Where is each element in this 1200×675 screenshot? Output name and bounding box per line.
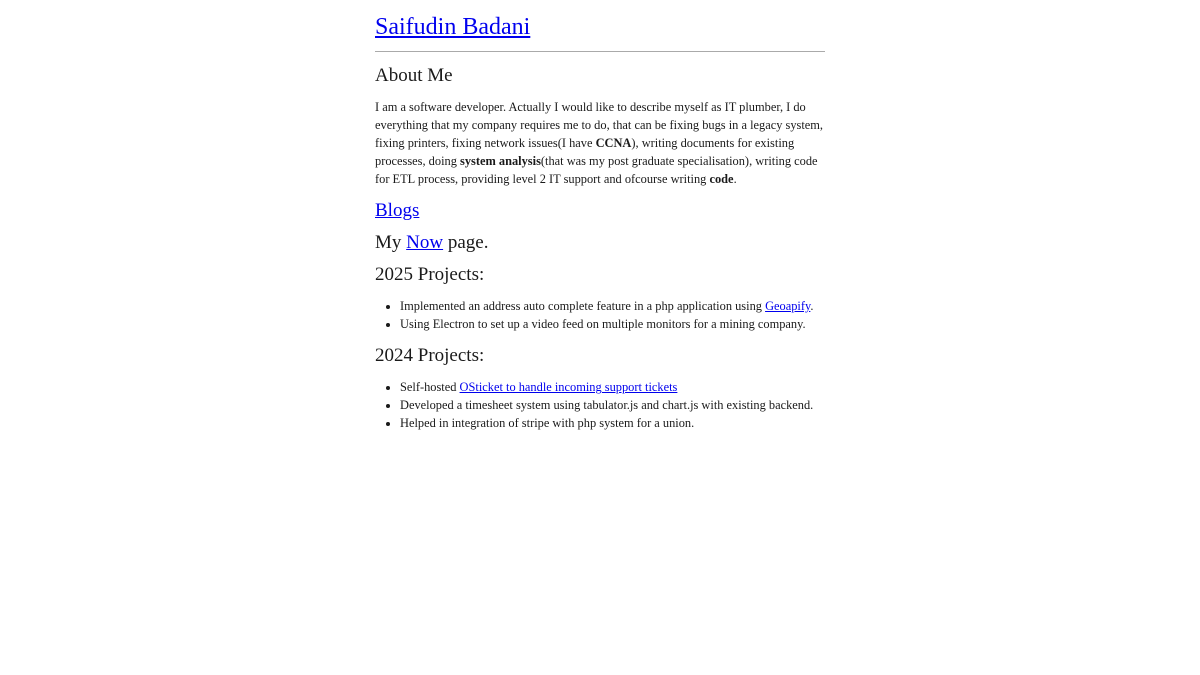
projects-2025-heading: 2025 Projects: [375, 264, 485, 285]
about-paragraph [375, 87, 825, 188]
project-text: Using Electron to set up a video feed on multiple monitors for a mining company. [400, 316, 806, 331]
now-link[interactable]: Now [406, 232, 444, 253]
about-bold-code: code [709, 172, 734, 186]
project-text: Developed a timesheet system using tabulator.js and chart.js with existing backend. [400, 398, 814, 413]
about-text-part1: I am a software developer. Actually I would like to describe myself as IT plumber, I do everything that my company requires me to do, that can be fixing bugs in a legacy system, fixing printers, fixing network issues(I have [375, 100, 824, 150]
list-item [400, 379, 825, 397]
blogs-heading [375, 188, 825, 222]
site-title-link[interactable]: Saifudin Badani [375, 14, 531, 40]
about-text-part3: (that was my post graduate specialisation), writing code for ETL process, providing level 2 IT support and ofcourse writing [375, 154, 818, 186]
now-prefix: My [375, 232, 407, 253]
now-suffix: page. [443, 232, 489, 253]
about-heading: About Me [375, 65, 453, 86]
list-item [400, 415, 825, 433]
about-bold-ccna: CCNA [595, 136, 632, 150]
now-page-line [375, 222, 825, 254]
project-text: Self-hosted [400, 380, 460, 395]
about-text-part4: . [733, 172, 737, 186]
page-content [375, 0, 825, 433]
projects-2025-list [375, 286, 825, 333]
about-bold-system-analysis: system analysis [460, 154, 541, 168]
list-item [400, 397, 825, 415]
about-text-part2: ), writing documents for existing processes, doing [375, 136, 795, 168]
projects-2024-heading: 2024 Projects: [375, 345, 485, 367]
projects-2024-list [375, 367, 825, 432]
geoapify-link[interactable]: Geoapify [765, 299, 811, 313]
project-text: Helped in integration of stripe with php system for a union. [400, 415, 695, 430]
site-header [375, 0, 825, 51]
list-item [400, 298, 825, 316]
blogs-link[interactable]: Blogs [375, 200, 420, 221]
osticket-link[interactable]: OSticket to handle incoming support tickets [459, 380, 678, 395]
project-text: Implemented an address auto complete feature in a php application using [400, 299, 766, 313]
list-item [400, 316, 825, 334]
project-text-end: . [810, 299, 814, 313]
